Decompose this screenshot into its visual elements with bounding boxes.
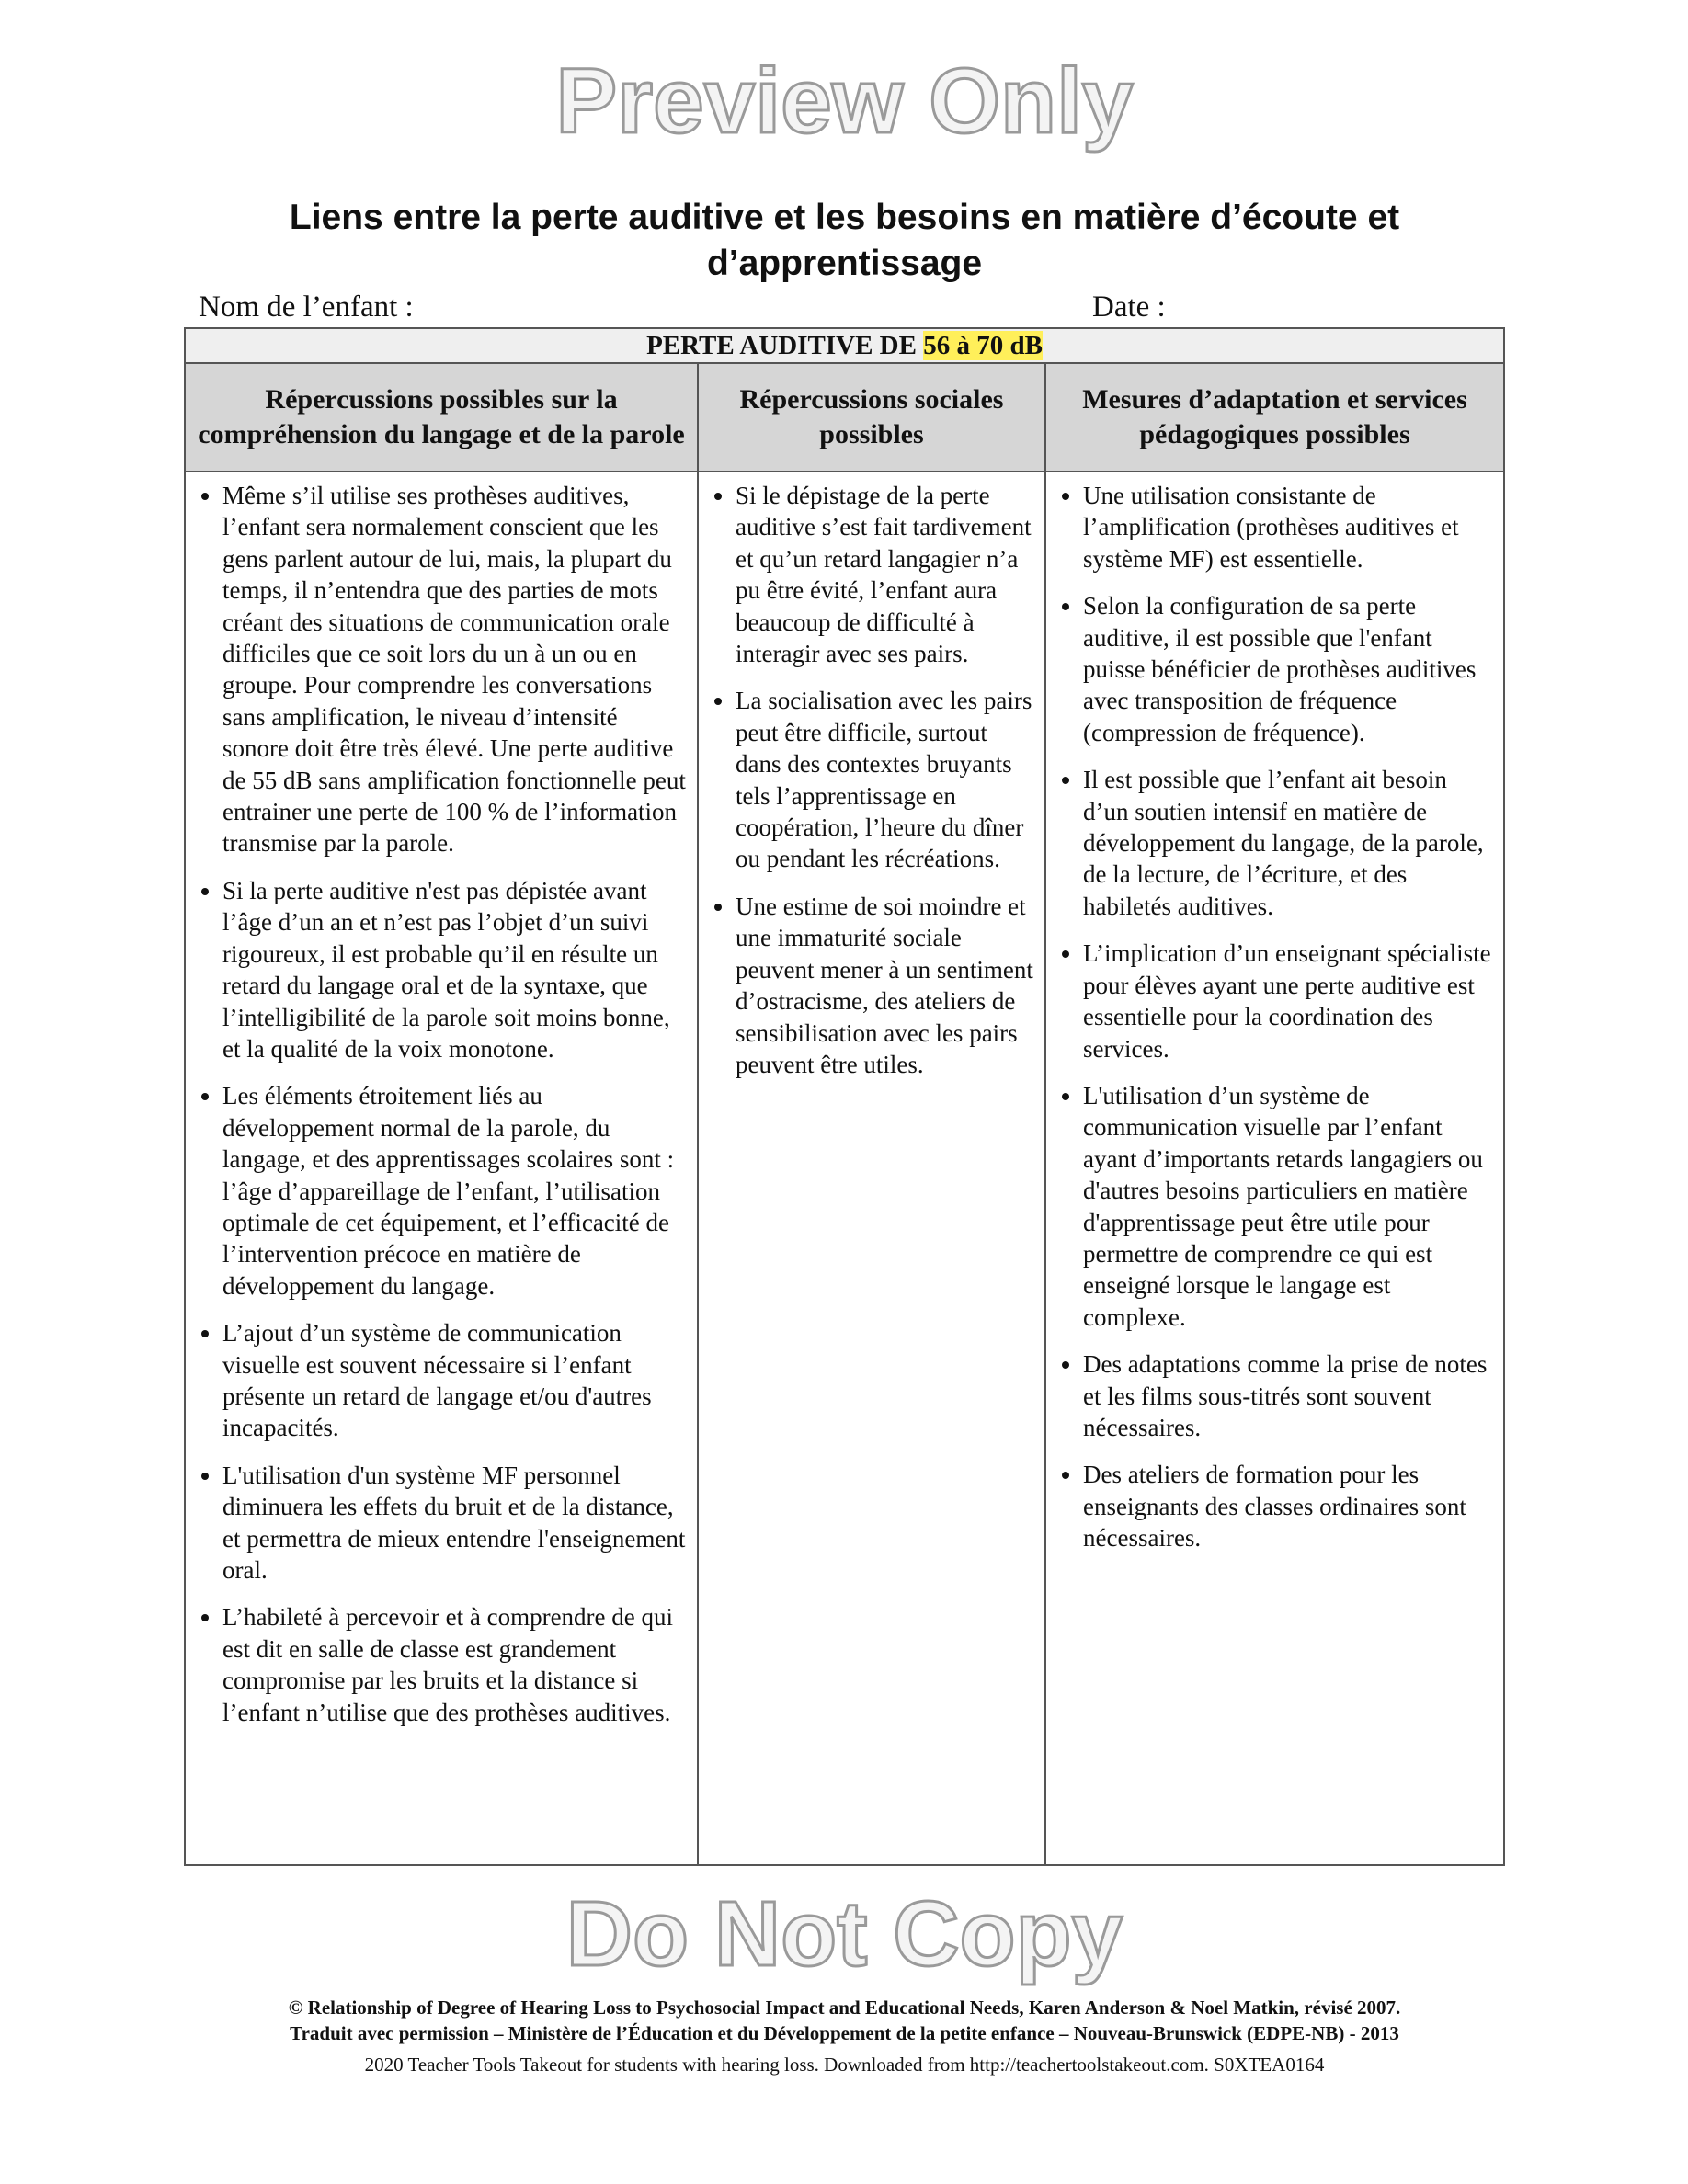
list-item: • L’habileté à percevoir et à comprendre de qui est dit en salle de classe est grandement compromise par les bruits et la distance si l’enfant n’utilise que des prothèses auditives. — [222, 1601, 688, 1728]
footer-translation: Traduit avec permission – Ministère de l’Éducation et du Développement de la petite enfance – Nouveau-Brunswick (EDPE-NB) - 2013 — [290, 2022, 1399, 2044]
list-item: • Si la perte auditive n'est pas dépistée avant l’âge d’un an et n’est pas l’objet d’un suivi rigoureux, il est probable qu’il en résulte un retard du langage oral et de la syntaxe, que l’intelligibilité de la parole soit moins bonne, et la qualité de la voix monotone. — [222, 875, 688, 1064]
watermark-line-copy: Do Not Copy — [565, 1883, 1123, 1985]
list-item: • Si le dépistage de la perte auditive s’est fait tardivement et qu’un retard langagier n’a pu être évité, l’enfant aura beaucoup de difficulté à interagir avec ses pairs. — [736, 480, 1035, 669]
list-item: • Les éléments étroitement liés au développement normal de la parole, du langage, et des apprentissages scolaires sont : l’âge d’appareillage de l’enfant, l’utilisation optimale de cet équipement, et l’efficacité de l’intervention précoce en matière de développement du langage. — [222, 1080, 688, 1302]
list-item: • L'utilisation d'un système MF personnel diminuera les effets du bruit et de la distance, et permettra de mieux entendre l'enseignement oral. — [222, 1460, 688, 1587]
list-item: • La socialisation avec les pairs peut être difficile, surtout dans des contextes bruyants tels l’apprentissage en coopération, l’heure du dîner ou pendant les récréations. — [736, 685, 1035, 874]
social-column — [698, 472, 1045, 1865]
list-item: • Selon la configuration de sa perte auditive, il est possible que l'enfant puisse bénéficier de prothèses auditives avec transposition de fréquence (compression de fréquence). — [1083, 590, 1494, 748]
document — [184, 0, 1505, 2077]
meta-row — [184, 287, 1505, 327]
date-label: Date : — [1092, 290, 1166, 324]
child-name-label: Nom de l’enfant : — [199, 290, 414, 324]
list-item: • Une estime de soi moindre et une immaturité sociale peuvent mener à un sentiment d’ostracisme, des ateliers de sensibilisation avec les pairs peuvent être utiles. — [736, 891, 1035, 1080]
list-item: • L'utilisation d’un système de communication visuelle par l’enfant ayant d’importants retards langagiers ou d'autres besoins particuliers en matière d'apprentissage peut être utile pour permettre de comprendre ce qui est enseigné lorsque le langage est complexe. — [1083, 1080, 1494, 1333]
list-item: • Des ateliers de formation pour les enseignants des classes ordinaires sont nécessaires. — [1083, 1459, 1494, 1553]
list-item: • Une utilisation consistante de l’amplification (prothèses auditives et système MF) est essentielle. — [1083, 480, 1494, 574]
footer-download: 2020 Teacher Tools Takeout for students with hearing loss. Downloaded from http://teachertoolstakeout.com. S0XTEA0164 — [364, 2053, 1325, 2076]
column-header-accommodations: Mesures d’adaptation et services pédagogiques possibles — [1045, 363, 1504, 472]
column-header-social: Répercussions sociales possibles — [698, 363, 1045, 472]
footer-copyright: © Relationship of Degree of Hearing Loss to Psychosocial Impact and Educational Needs, Karen Anderson & Noel Matkin, révisé 2007. — [288, 1996, 1401, 2019]
page-title: Liens entre la perte auditive et les besoins en matière d’écoute et d’apprentissage — [289, 198, 1400, 283]
list-item: • Même s’il utilise ses prothèses auditives, l’enfant sera normalement conscient que les gens parlent autour de lui, mais, la plupart du temps, il n’entendra que des parties de mots créant des situations de communication orale difficiles que ce soit lors du un à un ou en groupe. Pour comprendre les conversations sans amplification, le niveau d’intensité sonore doit être très élevé. Une perte auditive de 55 dB sans amplification fonctionnelle peut entrainer une perte de 100 % de l’information transmise par la parole. — [222, 480, 688, 859]
hearing-loss-band — [185, 328, 1504, 363]
column-header-language: Répercussions possibles sur la compréhension du langage et de la parole — [185, 363, 698, 472]
accommodations-column — [1045, 472, 1504, 1865]
list-item: • Il est possible que l’enfant ait besoin d’un soutien intensif en matière de développement du langage, de la parole, de la lecture, de l’écriture, et des habiletés auditives. — [1083, 764, 1494, 922]
band-range: 56 à 70 dB — [923, 331, 1043, 360]
list-item: • L’ajout d’un système de communication visuelle est souvent nécessaire si l’enfant présente un retard de langage et/ou d'autres incapacités. — [222, 1317, 688, 1444]
watermark-line-preview: Preview Only — [555, 50, 1134, 153]
hearing-loss-table — [184, 327, 1505, 1866]
language-column — [185, 472, 698, 1865]
band-prefix: PERTE AUDITIVE DE — [646, 331, 924, 360]
list-item: • Des adaptations comme la prise de notes et les films sous-titrés sont souvent nécessaires. — [1083, 1348, 1494, 1443]
list-item: • L’implication d’un enseignant spécialiste pour élèves ayant une perte auditive est essentielle pour la coordination des services. — [1083, 938, 1494, 1064]
